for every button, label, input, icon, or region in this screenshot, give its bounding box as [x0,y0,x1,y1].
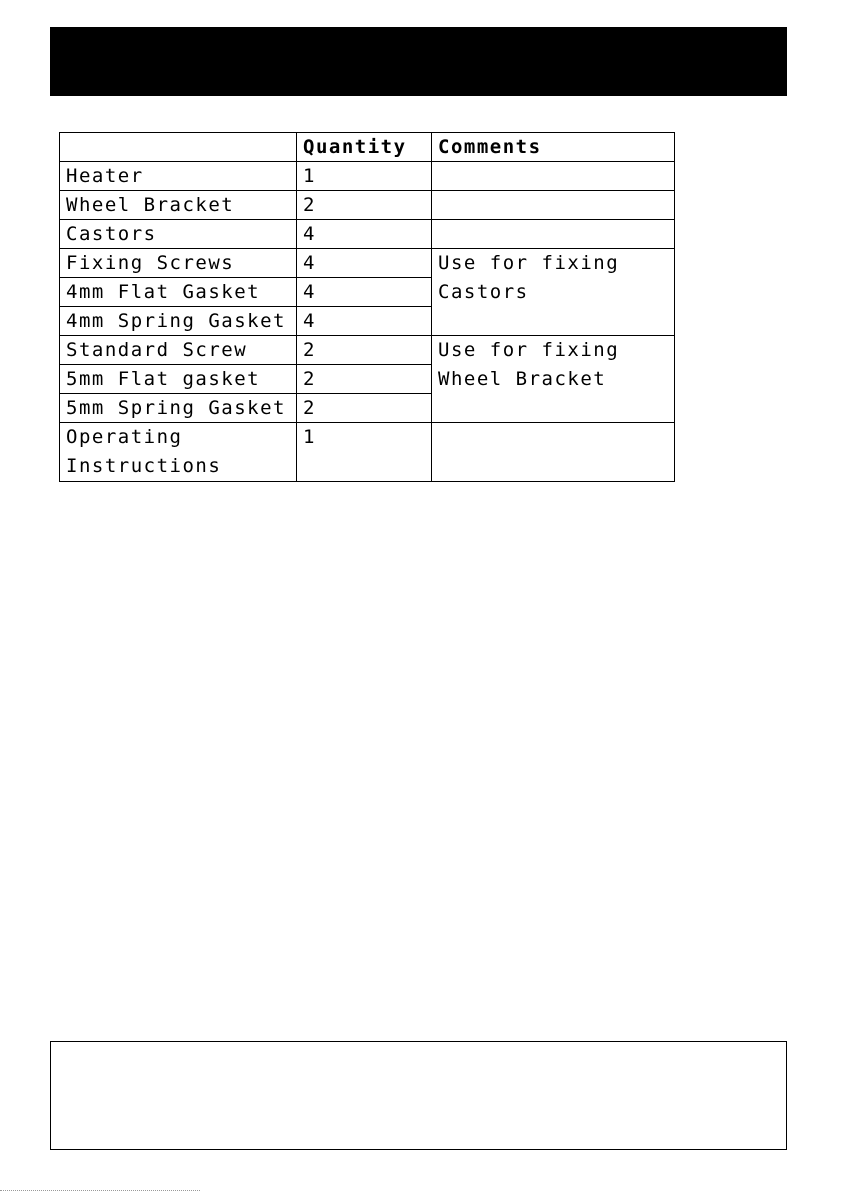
item-cell: 4mm Flat Gasket [60,278,297,307]
quantity-cell: 2 [297,191,432,220]
quantity-cell: 4 [297,249,432,278]
quantity-cell: 2 [297,394,432,423]
item-cell: Operating Instructions [60,423,297,482]
table-row [60,249,675,278]
bottom-dotted-line [0,1190,200,1191]
table-header-row [60,133,675,162]
header-item [60,133,297,162]
quantity-cell: 2 [297,336,432,365]
parts-table [59,132,675,482]
table-row [60,423,675,482]
item-cell: 5mm Flat gasket [60,365,297,394]
comment-cell [432,220,675,249]
quantity-cell: 1 [297,162,432,191]
comment-cell [432,191,675,220]
item-cell: 5mm Spring Gasket [60,394,297,423]
header-comments: Comments [432,133,675,162]
item-cell: Wheel Bracket [60,191,297,220]
comment-cell [432,162,675,191]
table-row [60,191,675,220]
comment-cell: Use for fixing Castors [432,249,675,336]
item-cell: 4mm Spring Gasket [60,307,297,336]
item-cell: Castors [60,220,297,249]
comment-cell: Use for fixing Wheel Bracket [432,336,675,423]
comment-cell [432,423,675,482]
footer-box [50,1041,787,1150]
table-row [60,336,675,365]
table-row [60,162,675,191]
item-cell: Heater [60,162,297,191]
header-quantity: Quantity [297,133,432,162]
quantity-cell: 4 [297,307,432,336]
item-cell: Fixing Screws [60,249,297,278]
quantity-cell: 4 [297,220,432,249]
quantity-cell: 4 [297,278,432,307]
header-bar [50,27,787,96]
quantity-cell: 2 [297,365,432,394]
table-row [60,220,675,249]
item-cell: Standard Screw [60,336,297,365]
quantity-cell: 1 [297,423,432,482]
